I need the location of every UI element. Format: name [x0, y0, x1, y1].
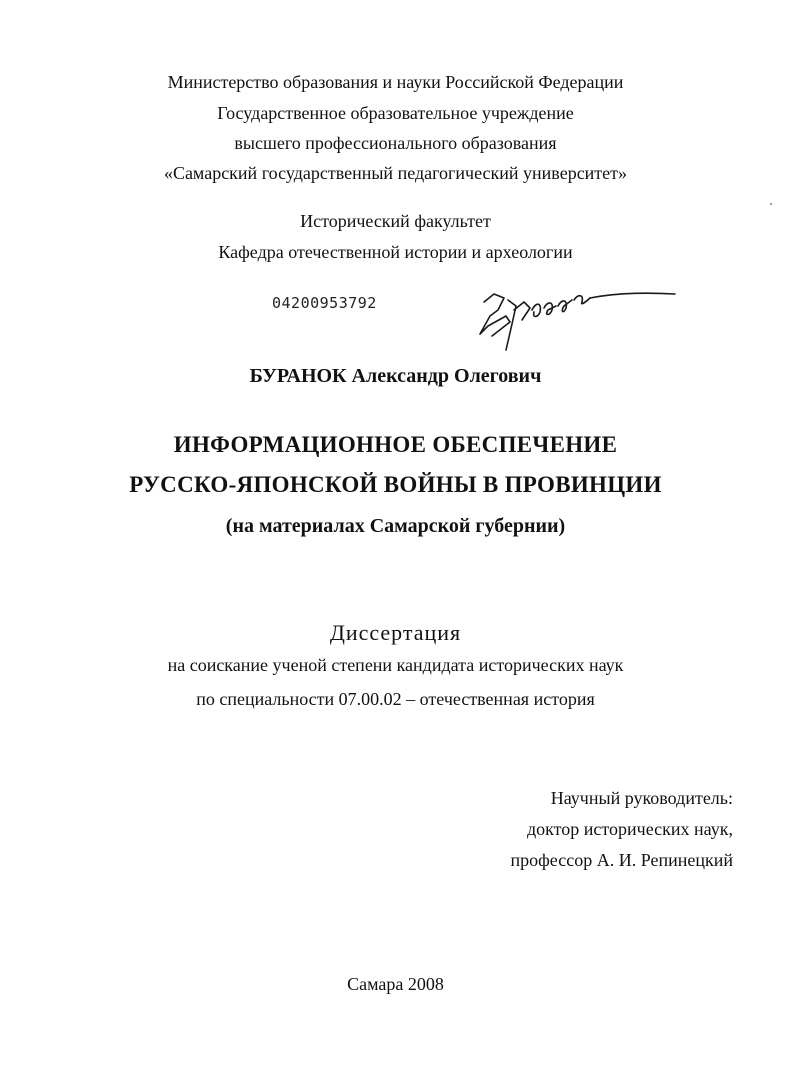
- supervisor-degree: доктор исторических наук,: [527, 819, 733, 839]
- title-line-2: РУССКО-ЯПОНСКОЙ ВОЙНЫ В ПРОВИНЦИИ: [129, 472, 662, 497]
- scan-speck: [770, 203, 772, 205]
- supervisor-name: профессор А. И. Репинецкий: [510, 850, 733, 870]
- specialty-line: по специальности 07.00.02 – отечественная история: [196, 689, 595, 709]
- handwritten-signature: [470, 280, 685, 360]
- university-line: «Самарский государственный педагогический университет»: [163, 163, 628, 183]
- faculty-line: Исторический факультет: [300, 211, 491, 231]
- education-level-line: высшего профессионального образования: [234, 133, 557, 153]
- department-line: Кафедра отечественной истории и археологии: [218, 242, 573, 262]
- dissertation-heading: Диссертация: [329, 620, 462, 645]
- author-name: БУРАНОК Александр Олегович: [249, 365, 542, 387]
- ministry-line: Министерство образования и науки Российской Федерации: [167, 72, 624, 92]
- institution-type-line: Государственное образовательное учреждение: [217, 103, 574, 123]
- title-subtitle: (на материалах Самарской губернии): [225, 515, 566, 537]
- supervisor-label: Научный руководитель:: [550, 788, 733, 808]
- degree-line: на соискание ученой степени кандидата исторических наук: [167, 655, 624, 675]
- city-year: Самара 2008: [347, 974, 444, 994]
- archive-number: 04200953792: [272, 294, 377, 312]
- title-line-1: ИНФОРМАЦИОННОЕ ОБЕСПЕЧЕНИЕ: [173, 432, 618, 457]
